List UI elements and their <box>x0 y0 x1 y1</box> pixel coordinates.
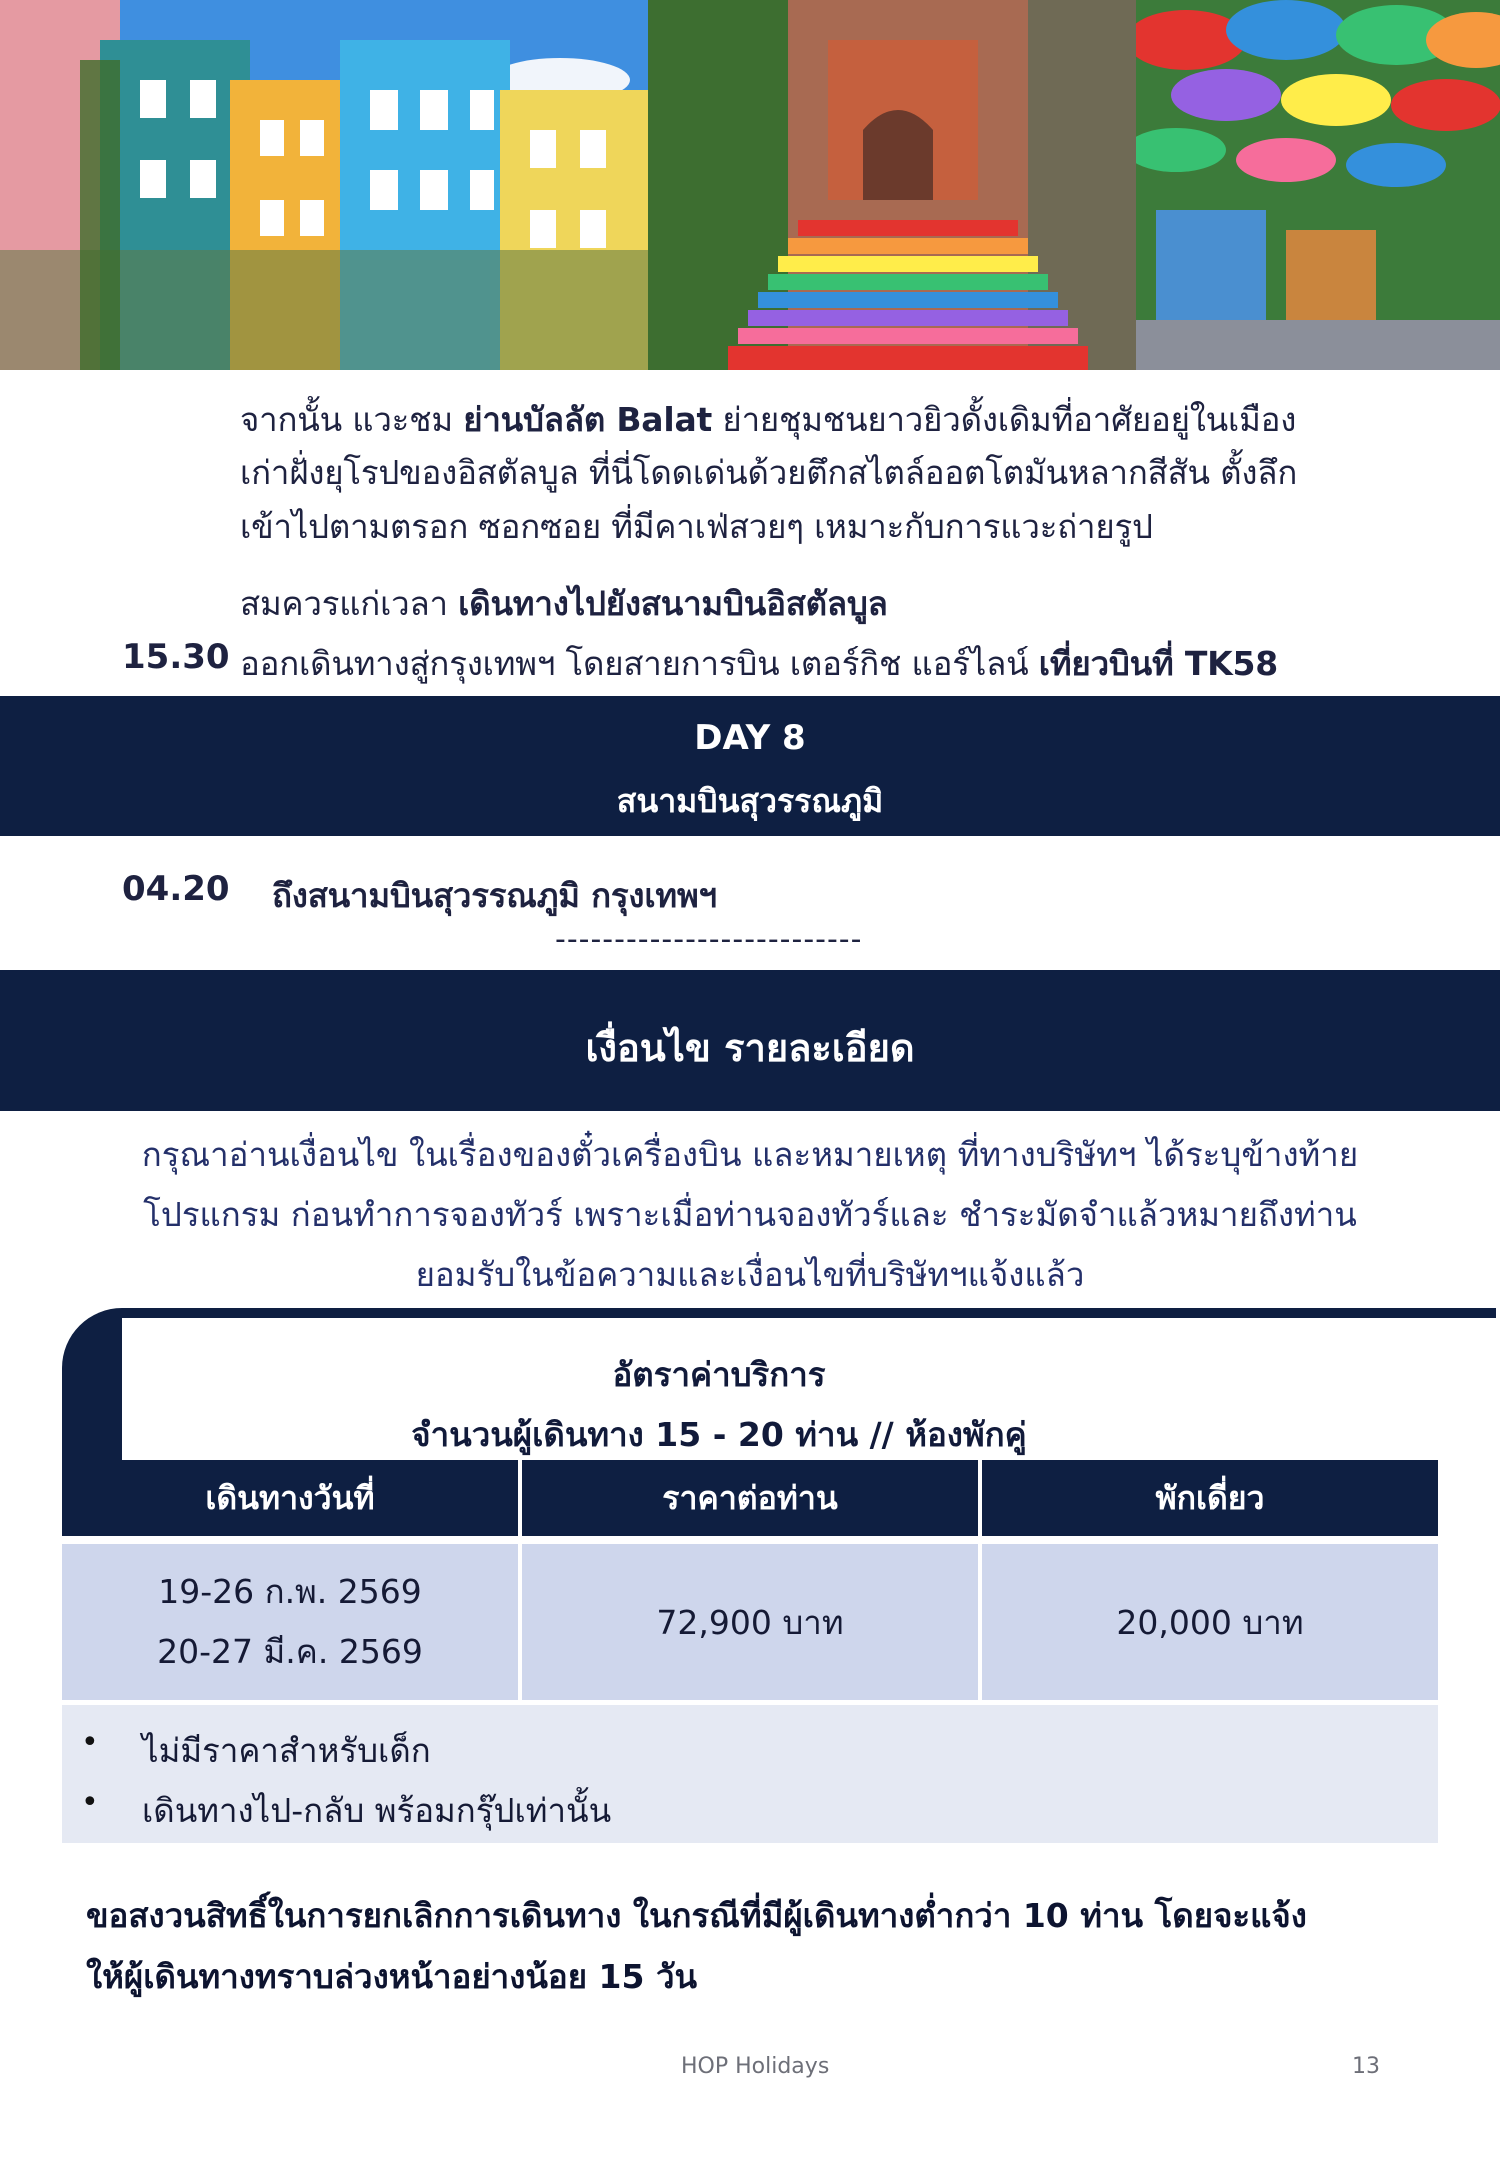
header-single-supplement: พักเดี่ยว <box>982 1460 1438 1536</box>
section-divider: -------------------------- <box>555 922 863 957</box>
bullet-icon: • <box>81 1785 99 1820</box>
conditions-note-line-3: ยอมรับในข้อความและเงื่อนไขที่บริษัทฯแจ้งแล้ว <box>415 1255 1085 1294</box>
single-supplement-cell: 20,000 บาท <box>982 1544 1438 1700</box>
pricing-subtitle: จำนวนผู้เดินทาง 15 - 20 ท่าน // ห้องพักคู่ <box>411 1415 1027 1454</box>
header-price-per-person: ราคาต่อท่าน <box>522 1460 978 1536</box>
airport-highlight: เดินทางไปยังสนามบินอิสตัลบูล <box>458 584 888 623</box>
rainbow-stairs-photo <box>648 0 1136 370</box>
travel-date: 19-26 ก.พ. 2569 <box>158 1572 422 1611</box>
intro-text: ย่ายชุมชนยาวยิวดั้งเดิมที่อาศัยอยู่ในเมือง <box>712 400 1297 439</box>
intro-line-1 <box>240 393 1296 446</box>
pricing-header-frame <box>62 1308 1436 1460</box>
footer-brand: HOP Holidays <box>681 2054 830 2079</box>
conditions-note-line-1: กรุณาอ่านเงื่อนไข ในเรื่องของตั๋วเครื่องบิน และหมายเหตุ ที่ทางบริษัทฯ ได้ระบุข้างท้าย <box>141 1135 1359 1174</box>
header-travel-date: เดินทางวันที่ <box>62 1460 518 1536</box>
day8-subtitle: สนามบินสุวรรณภูมิ <box>616 782 884 820</box>
departure-text <box>240 637 1278 690</box>
day8-title: DAY 8 <box>694 718 806 758</box>
travel-date: 20-27 มี.ค. 2569 <box>157 1632 423 1671</box>
page-number: 13 <box>1352 2054 1380 2079</box>
header-photo-strip <box>0 0 1500 370</box>
frame-top-rule <box>122 1308 1496 1318</box>
note-group-only: เดินทางไป-กลับ พร้อมกรุ๊ปเท่านั้น <box>142 1791 612 1830</box>
arrival-text: ถึงสนามบินสุวรรณภูมิ กรุงเทพฯ <box>272 876 717 915</box>
cancellation-notice-line-1: ขอสงวนสิทธิ์ในการยกเลิกการเดินทาง ในกรณีที่มีผู้เดินทางต่ำกว่า 10 ท่าน โดยจะแจ้ง <box>86 1896 1307 1935</box>
intro-text: จากนั้น แวะชม <box>240 400 464 439</box>
conditions-banner <box>0 970 1500 1111</box>
umbrella-street-photo <box>1136 0 1500 370</box>
balat-colorful-houses-photo <box>0 0 648 370</box>
arrival-time: 04.20 <box>122 869 230 909</box>
pricing-header-panel <box>122 1318 1436 1460</box>
departure-description: ออกเดินทางสู่กรุงเทพฯ โดยสายการบิน เตอร์กิช แอร์ไลน์ <box>240 644 1039 683</box>
travel-dates-cell <box>62 1544 518 1700</box>
day8-banner <box>0 696 1500 836</box>
pricing-title: อัตราค่าบริการ <box>612 1355 826 1394</box>
intro-line-2: เก่าฝั่งยุโรปของอิสตัลบูล ที่นี่โดดเด่นด้วยตึกสไตล์ออตโตมันหลากสีสัน ตั้งลึก <box>240 453 1298 492</box>
intro-line-3: เข้าไปตามตรอก ซอกซอย ที่มีคาเฟ่สวยๆ เหมาะกับการแวะถ่ายรูป <box>240 507 1153 546</box>
note-no-child-price: ไม่มีราคาสำหรับเด็ก <box>142 1731 431 1770</box>
intro-text: สมควรแก่เวลา <box>240 584 459 623</box>
balat-highlight: ย่านบัลลัต Balat <box>463 400 713 439</box>
departure-time: 15.30 <box>122 637 230 677</box>
cancellation-notice-line-2: ให้ผู้เดินทางทราบล่วงหน้าอย่างน้อย 15 วัน <box>86 1957 698 1996</box>
bullet-icon: • <box>81 1725 99 1760</box>
conditions-note-line-2: โปรแกรม ก่อนทำการจองทัวร์ เพราะเมื่อท่านจองทัวร์และ ชำระมัดจำแล้วหมายถึงท่าน <box>143 1195 1357 1234</box>
conditions-title: เงื่อนไข รายละเอียด <box>585 1026 915 1070</box>
flight-number: เที่ยวบินที่ TK58 <box>1038 644 1279 683</box>
price-cell: 72,900 บาท <box>522 1544 978 1700</box>
pricing-notes <box>62 1705 1438 1843</box>
intro-line-4 <box>240 577 888 630</box>
